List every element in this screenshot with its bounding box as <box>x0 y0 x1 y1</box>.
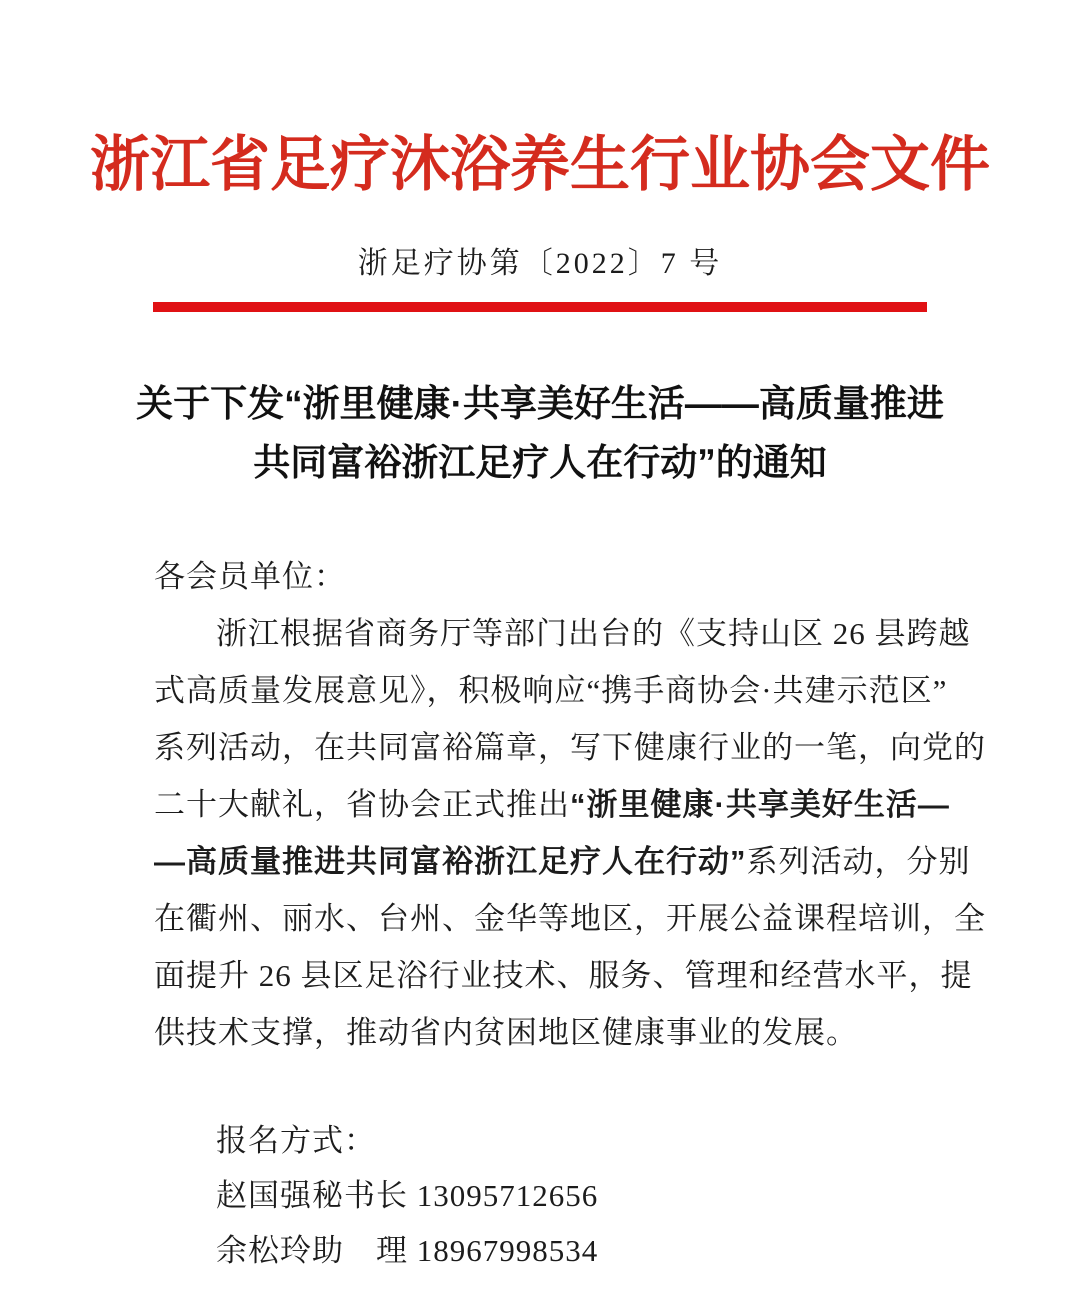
paragraph-line <box>154 719 986 776</box>
paragraph-line <box>154 1004 926 1061</box>
contact-entry: 赵国强秘书长 13095712656 <box>216 1178 599 1213</box>
text-segment: 二十大献礼，省协会正式推出 <box>154 787 570 822</box>
text-segment: 面提升 26 县区足浴行业技术、服务、管理和经营水平，提 <box>154 958 973 993</box>
notice-title-line-1: 关于下发“浙里健康·共享美好生活——高质量推进 <box>136 383 944 424</box>
text-segment: 系列活动，在共同富裕篇章，写下健康行业的一笔，向党的 <box>154 730 986 765</box>
text-segment: 系列活动，分别 <box>746 844 971 879</box>
notice-title <box>0 374 1080 492</box>
salutation: 各会员单位： <box>154 559 346 594</box>
notice-title-line-2: 共同富裕浙江足疗人在行动”的通知 <box>253 442 827 483</box>
document-body <box>154 548 986 1278</box>
paragraph-line <box>154 662 948 719</box>
association-header-title: 浙江省足疗沐浴养生行业协会文件 <box>90 132 990 198</box>
contact-entry: 余松玲助 理 18967998534 <box>216 1233 599 1268</box>
text-segment: 在衢州、丽水、台州、金华等地区，开展公益课程培训，全 <box>154 901 986 936</box>
document-number: 浙足疗协第〔2022〕7 号 <box>357 247 723 280</box>
text-segment: 式高质量发展意见》，积极响应“携手商协会·共建示范区” <box>154 673 948 708</box>
paragraph-line <box>154 947 973 1004</box>
red-divider-line <box>153 302 927 312</box>
contact-block <box>154 1113 926 1278</box>
paragraph-line <box>154 833 971 890</box>
main-paragraph <box>154 605 986 1061</box>
bold-text-segment: —高质量推进共同富裕浙江足疗人在行动” <box>154 844 747 879</box>
contact-method-label: 报名方式： <box>216 1123 376 1158</box>
paragraph-line <box>154 776 950 833</box>
paragraph-line <box>154 605 971 662</box>
text-segment: 供技术支撑，推动省内贫困地区健康事业的发展。 <box>154 1015 858 1050</box>
text-segment: 浙江根据省商务厅等部门出台的《支持山区 26 县跨越 <box>216 616 971 651</box>
bold-text-segment: “浙里健康·共享美好生活— <box>570 787 950 822</box>
paragraph-line <box>154 890 986 947</box>
contact-entries <box>216 1168 926 1278</box>
